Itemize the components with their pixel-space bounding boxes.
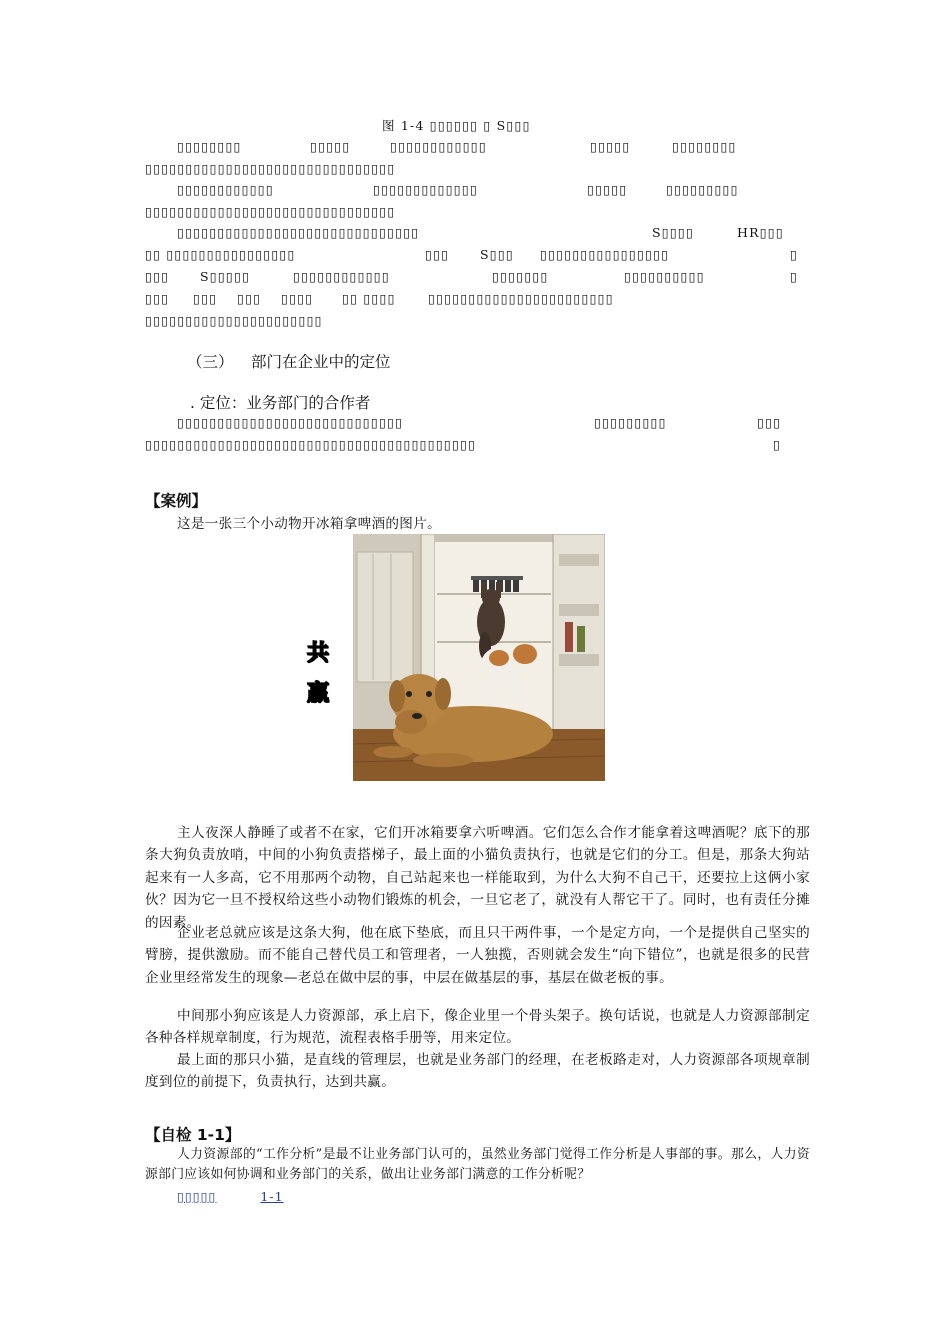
garbled-text: ▯▯▯▯▯▯▯▯▯▯▯▯▯▯▯▯▯▯▯▯▯▯▯▯▯▯▯▯▯▯▯ <box>145 161 396 176</box>
side-char: 共 <box>306 641 329 666</box>
garbled-text: ▯▯▯ <box>757 415 782 430</box>
garbled-text: ▯▯▯▯▯▯▯▯ <box>177 139 242 154</box>
garbled-text: ▯▯▯▯▯▯▯▯▯ <box>594 415 667 430</box>
section-number: （三） <box>187 353 234 371</box>
garbled-text: ▯▯▯▯▯ <box>310 139 351 154</box>
link-number[interactable]: 1-1 <box>260 1189 284 1204</box>
case-paragraph: 企业老总就应该是这条大狗，他在底下垫底，而且只干两件事，一个是定方向，一个是提供自己坚实的臂膀，提供激励。而不能自己替代员工和管理者，一人独揽，否则就会发生“向下错位”，也就是很多的民营企业里经常发生的现象—老总在做中层的事，中层在做基层的事，基层在做老板的事。 <box>145 925 810 986</box>
section-title: 部门在企业中的定位 <box>251 353 391 371</box>
garbled-text: ▯▯▯▯▯▯▯▯▯ <box>666 182 739 197</box>
garbled-text: ▯▯▯▯▯▯▯ <box>492 269 549 284</box>
garbled-text: S▯▯▯▯ <box>652 225 695 240</box>
photo-illustration <box>353 534 605 781</box>
garbled-text: ▯ <box>790 247 799 262</box>
case-intro: 这是一张三个小动物开冰箱拿啤酒的图片。 <box>177 516 441 532</box>
selfcheck-text: 人力资源部的“工作分析”是最不让业务部门认可的，虽然业务部门觉得工作分析是人事部的事。那么，人力资源部门应该如何协调和业务部门的关系，做出让业务部门满意的工作分析呢？ <box>145 1147 810 1182</box>
garbled-text: ▯▯ ▯▯▯▯▯▯▯▯▯▯▯▯▯▯▯▯ <box>145 247 296 262</box>
garbled-text: ▯▯▯▯▯▯▯▯▯▯▯▯▯ <box>373 182 479 197</box>
garbled-text: ▯▯▯▯▯▯▯▯ <box>672 139 737 154</box>
fridge-animals-photo <box>353 534 605 781</box>
garbled-text: ▯▯▯▯▯▯▯▯▯▯▯▯▯▯▯▯▯▯▯▯▯▯▯▯▯▯▯▯▯▯ <box>177 225 420 240</box>
garbled-text: ▯▯▯▯▯▯▯▯▯▯▯▯▯▯▯▯▯▯▯▯▯▯▯ <box>428 291 614 306</box>
subsection-title: . 定位：业务部门的合作者 <box>190 394 371 412</box>
garbled-text: ▯▯▯ <box>145 291 170 306</box>
garbled-text: ▯▯▯ <box>425 247 450 262</box>
garbled-text: ▯▯▯▯▯ <box>590 139 631 154</box>
garbled-text: ▯▯▯ <box>193 291 218 306</box>
garbled-text: ▯▯▯▯▯▯▯▯▯▯▯▯▯▯▯▯▯▯▯▯▯▯ <box>145 313 323 328</box>
garbled-text: HR▯▯▯ <box>737 225 784 240</box>
garbled-text: ▯▯▯ <box>145 269 170 284</box>
garbled-text: ▯▯▯▯ <box>281 291 314 306</box>
garbled-text: ▯▯ ▯▯▯▯ <box>342 291 396 306</box>
garbled-text: ▯▯▯▯▯ <box>587 182 628 197</box>
figure-caption: 图 1-4 ▯▯▯▯▯▯ ▯ S▯▯▯ <box>382 118 531 133</box>
garbled-text: ▯▯▯▯▯▯▯▯▯▯▯▯▯▯▯▯ <box>540 247 670 262</box>
garbled-text: ▯▯▯▯▯▯▯▯▯▯▯▯ <box>390 139 487 154</box>
case-paragraph: 最上面的那只小猫，是直线的管理层，也就是业务部门的经理，在老板路走对，人力资源部各项规章制度到位的前提下，负责执行，达到共赢。 <box>145 1052 810 1091</box>
selfcheck-answer-link[interactable] <box>177 1186 284 1205</box>
garbled-text: ▯▯▯▯▯▯▯▯▯▯▯▯▯▯▯▯▯▯▯▯▯▯▯▯▯▯▯▯ <box>177 415 404 430</box>
garbled-text: S▯▯▯▯▯ <box>200 269 251 284</box>
garbled-text: S▯▯▯ <box>480 247 514 262</box>
garbled-text: ▯▯▯▯▯▯▯▯▯▯▯▯▯▯▯▯▯▯▯▯▯▯▯▯▯▯▯▯▯▯▯ <box>145 204 396 219</box>
side-char: 赢 <box>306 681 329 706</box>
garbled-text: ▯▯▯▯▯▯▯▯▯▯▯▯ <box>293 269 390 284</box>
garbled-text: ▯▯▯▯▯▯▯▯▯▯ <box>624 269 705 284</box>
link-text[interactable]: ▯▯▯▯▯ <box>177 1189 217 1204</box>
garbled-text: ▯▯▯ <box>237 291 262 306</box>
garbled-text: ▯▯▯▯▯▯▯▯▯▯▯▯▯▯▯▯▯▯▯▯▯▯▯▯▯▯▯▯▯▯▯▯▯▯▯▯▯▯▯▯▯ <box>145 437 477 452</box>
selfcheck-heading: 【自检 1-1】 <box>145 1126 241 1144</box>
case-heading: 【案例】 <box>145 492 208 510</box>
case-paragraph: 中间那小狗应该是人力资源部，承上启下，像企业里一个骨头架子。换句话说，也就是人力资源部制定各种各样规章制度，行为规范，流程表格手册等，用来定位。 <box>145 1008 810 1047</box>
case-paragraph: 主人夜深人静睡了或者不在家，它们开冰箱要拿六听啤酒。它们怎么合作才能拿着这啤酒呢？底下的那条大狗负责放哨，中间的小狗负责搭梯子，最上面的小猫负责执行，也就是它们的分工。但是，那条大狗站起来有一人多高，它不用那两个动物，自己站起来也一样能取到，为什么大狗不自己干，还要拉上这俩小家伙？因为它一旦不授权给这些小动物们锻炼的机会，一旦它老了，就没有人帮它干了。同时，也有责任分摊的因素。 <box>145 825 810 931</box>
garbled-text: ▯ <box>790 269 799 284</box>
garbled-text: ▯▯▯▯▯▯▯▯▯▯▯▯ <box>177 182 274 197</box>
garbled-text: ▯ <box>773 437 782 452</box>
